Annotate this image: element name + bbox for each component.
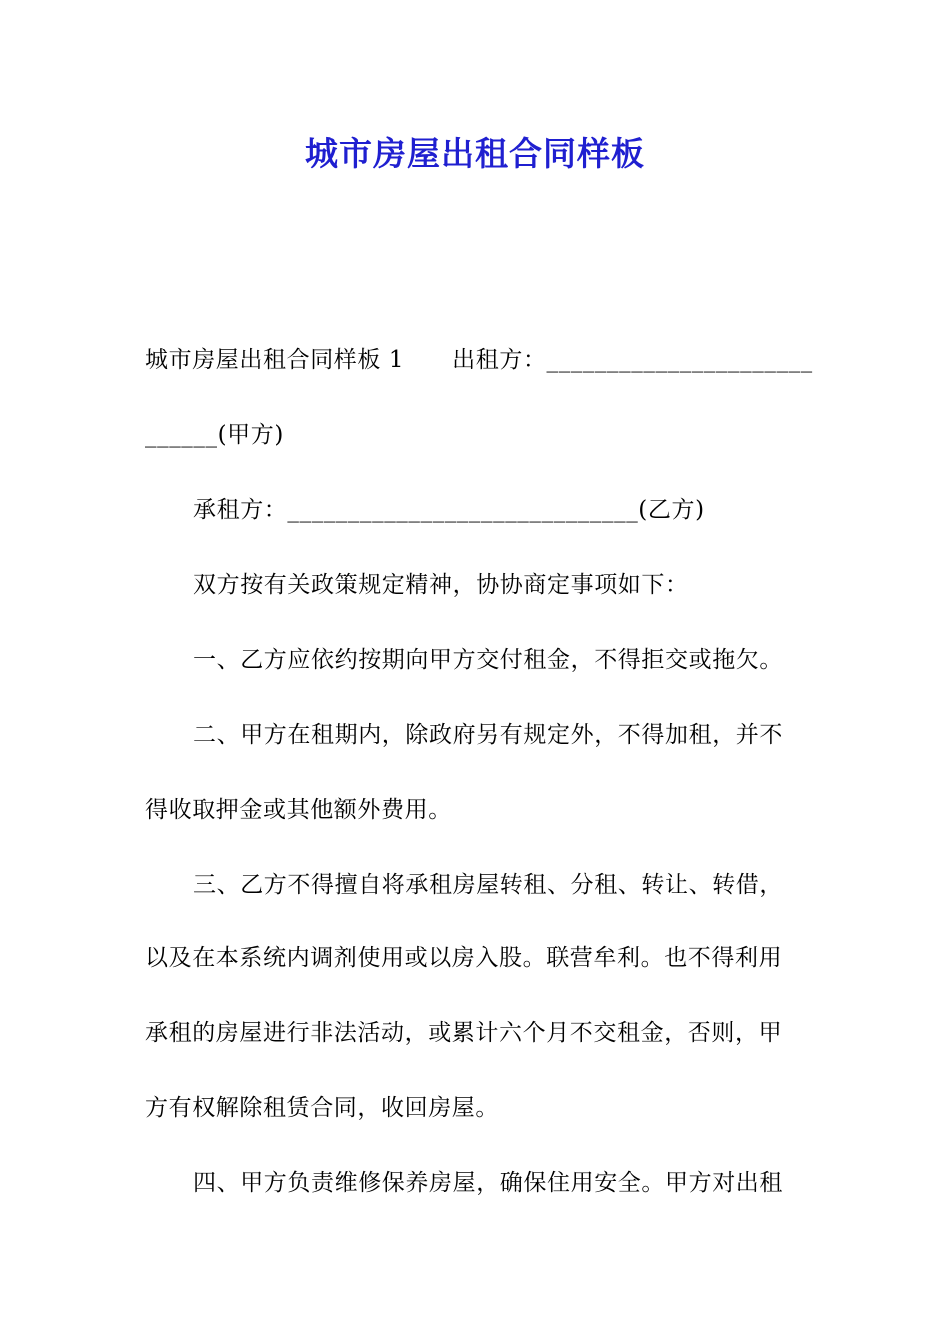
- text-line: 双方按有关政策规定精神，协协商定事项如下：: [193, 572, 689, 598]
- text-line: ______(甲方): [145, 422, 284, 448]
- clause-1: 一、乙方应依约按期向甲方交付租金，不得拒交或拖欠。: [193, 647, 783, 673]
- text-line: 承租的房屋进行非法活动，或累计六个月不交租金，否则，甲: [145, 1020, 783, 1046]
- text-line: 方有权解除租赁合同，收回房屋。: [145, 1095, 499, 1121]
- text-line: 得收取押金或其他额外费用。: [145, 797, 452, 823]
- clause-4: 四、甲方负责维修保养房屋，确保住用安全。甲方对出租: [193, 1170, 783, 1196]
- template-heading: 城市房屋出租合同样板 1: [145, 347, 405, 373]
- text-line: [145, 345, 813, 375]
- document-title: 城市房屋出租合同样板: [305, 134, 645, 173]
- lessee-line: 承租方：_____________________________(乙方): [193, 497, 705, 523]
- text-line: 以及在本系统内调剂使用或以房入股。联营牟利。也不得利用: [145, 945, 783, 971]
- clause-2: 二、甲方在租期内，除政府另有规定外，不得加租，并不: [193, 722, 783, 748]
- lessor-label: 出租方：______________________: [452, 347, 813, 373]
- clause-3: 三、乙方不得擅自将承租房屋转租、分租、转让、转借，: [193, 872, 783, 898]
